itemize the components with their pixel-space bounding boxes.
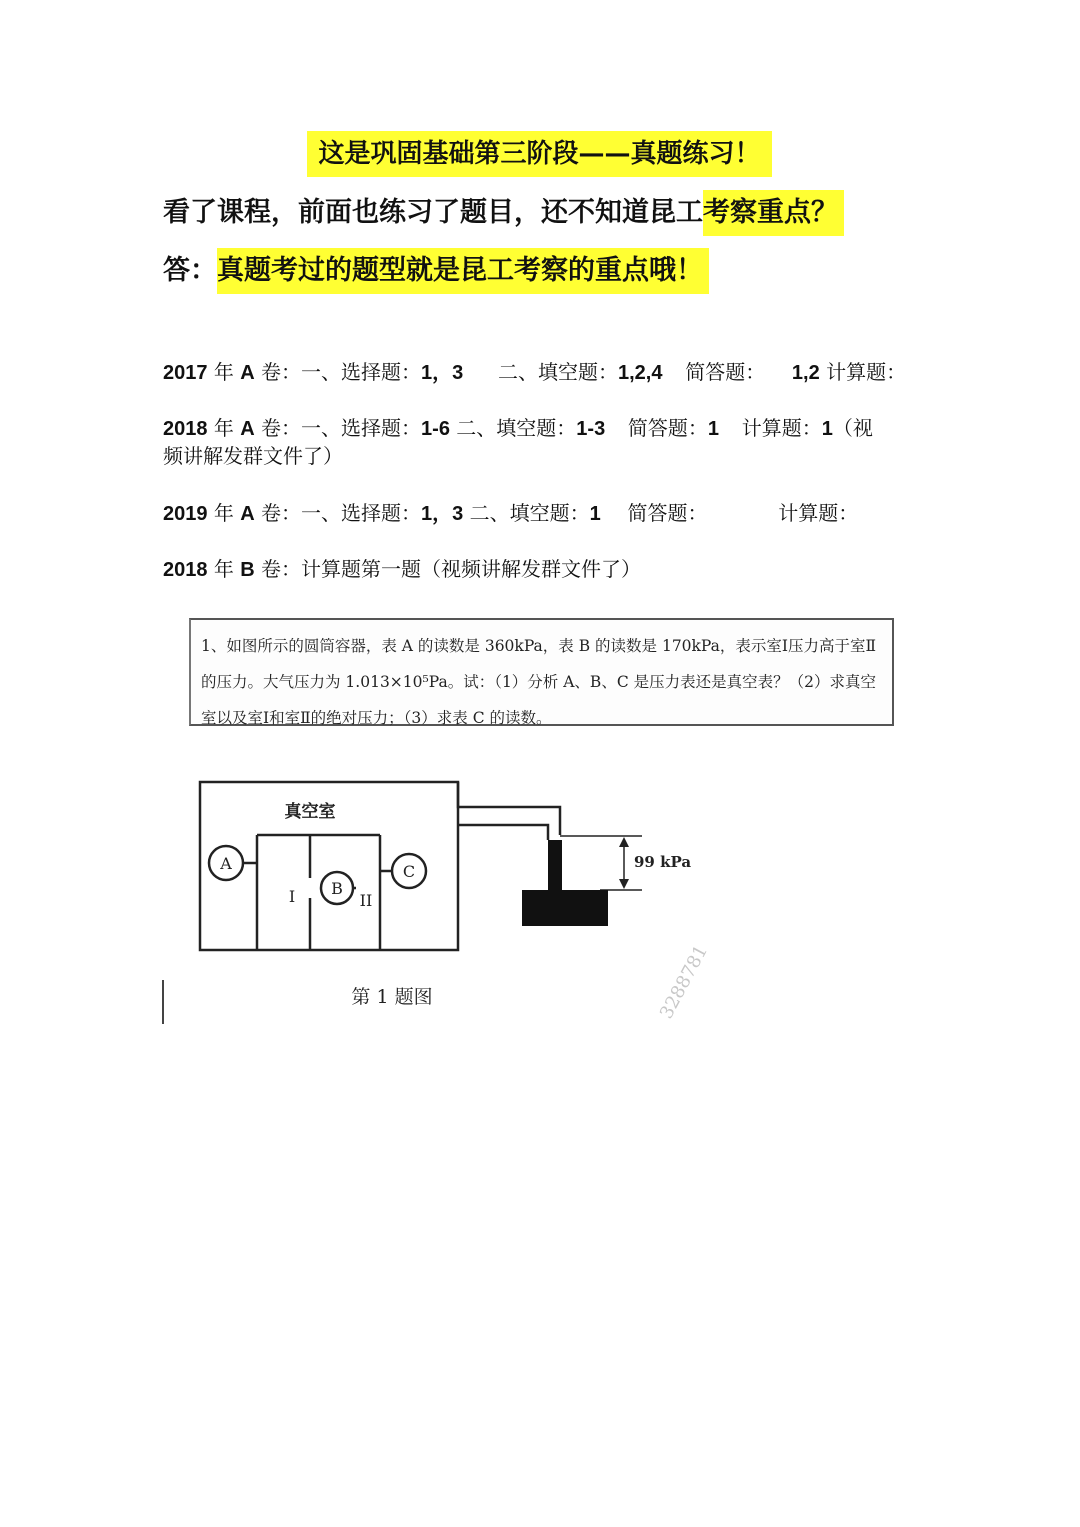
- exam-text: 年: [213, 557, 234, 581]
- exam-text: 卷：一、选择题：: [261, 416, 422, 440]
- exam-value: 1: [589, 503, 601, 525]
- exam-text: 年: [213, 360, 234, 384]
- gauge-a-label: A: [220, 854, 232, 873]
- room-1-label: I: [288, 887, 296, 906]
- exam-value: 1,2,4: [618, 362, 663, 384]
- pressure-label: 99 kPa: [634, 853, 692, 871]
- answer-prefix: 答：: [163, 255, 217, 286]
- pipe-inner: [458, 825, 548, 840]
- room-2-label: II: [359, 891, 373, 910]
- exam-value: 1，3: [421, 362, 464, 384]
- exam-text: 年: [213, 501, 234, 525]
- gauge-c-label: C: [402, 862, 416, 881]
- exam-line-2017-a: [163, 357, 906, 388]
- problem-line: 1、如图所示的圆筒容器，表 A 的读数是 360kPa，表 B 的读数是 170kPa，表示室Ⅰ压力高于室Ⅱ: [201, 637, 877, 655]
- answer-line: [163, 248, 709, 294]
- exam-text: 计算题：: [826, 360, 907, 384]
- exam-line-2018-a-continued: [163, 441, 343, 471]
- exam-line-2018-b: [163, 554, 641, 585]
- exam-text: 二、填空题：: [498, 360, 618, 384]
- exam-paper: A: [240, 503, 255, 525]
- exam-text: 简答题：: [627, 501, 708, 525]
- exam-paper: B: [240, 559, 255, 581]
- exam-text: 计算题：: [741, 416, 822, 440]
- chamber-label: 真空室: [284, 802, 336, 822]
- exam-value: 1,2: [791, 362, 820, 384]
- question-highlight: 考察重点？: [703, 190, 844, 236]
- problem-line: 室以及室Ⅰ和室Ⅱ的绝对压力；（3）求表 C 的读数。: [201, 709, 552, 727]
- exam-year: 2018: [163, 418, 208, 440]
- watermark: 3288781: [655, 941, 713, 1023]
- exam-text: 二、填空题：: [469, 501, 590, 525]
- arrow-down-icon: [619, 879, 629, 889]
- exam-text: 二、填空题：: [456, 416, 577, 440]
- pipe-outer: [458, 782, 560, 825]
- exam-text: 卷：一、选择题：: [261, 360, 422, 384]
- gauge-b-label: B: [331, 879, 343, 898]
- exam-value: 1-3: [576, 418, 606, 440]
- exam-value: 1，3: [421, 503, 464, 525]
- arrow-up-icon: [619, 837, 629, 847]
- figure-caption: 第 1 题图: [351, 986, 433, 1008]
- problem-figure: [160, 760, 740, 1030]
- manometer-column: [548, 840, 562, 890]
- exam-text: 年: [213, 416, 234, 440]
- exam-line-2018-a: [163, 413, 873, 444]
- exam-value: 1: [821, 418, 833, 440]
- exam-text: 简答题：: [627, 416, 708, 440]
- page-title: 这是巩固基础第三阶段——真题练习！: [307, 131, 772, 177]
- exam-text: 频讲解发群文件了）: [163, 444, 343, 468]
- exam-text: 计算题：: [778, 501, 859, 525]
- exam-paper: A: [240, 418, 255, 440]
- problem-statement-box: [189, 618, 894, 726]
- answer-highlight: 真题考过的题型就是昆工考察的重点哦！: [217, 248, 709, 294]
- exam-text: 卷：计算题第一题（视频讲解发群文件了）: [261, 557, 642, 581]
- exam-paper: A: [240, 362, 255, 384]
- exam-line-2019-a: [163, 498, 858, 529]
- exam-text: （视: [832, 416, 873, 440]
- exam-text: 卷：一、选择题：: [261, 501, 422, 525]
- manometer-reservoir: [522, 890, 608, 926]
- problem-line: 的压力。大气压力为 1.013×10⁵Pa。试：（1）分析 A、B、C 是压力表还是真空表？（2）求真空: [201, 673, 876, 691]
- exam-year: 2018: [163, 559, 208, 581]
- exam-year: 2017: [163, 362, 208, 384]
- question-text: 看了课程，前面也练习了题目，还不知道昆工: [163, 197, 703, 228]
- exam-text: 简答题：: [685, 360, 766, 384]
- exam-year: 2019: [163, 503, 208, 525]
- question-line: [163, 190, 844, 236]
- scan-edge-line: [162, 980, 164, 1024]
- exam-value: 1-6: [421, 418, 450, 440]
- exam-value: 1: [707, 418, 720, 440]
